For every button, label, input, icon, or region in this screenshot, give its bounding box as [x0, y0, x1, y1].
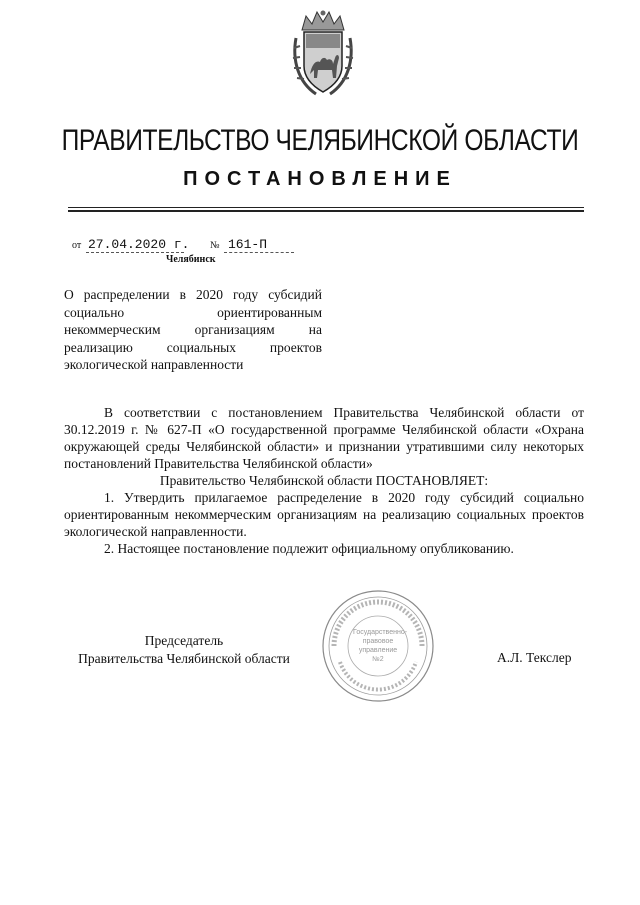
- number-label: №: [210, 240, 220, 251]
- stamp-inner-text: Государственно-правовое управление №2: [353, 629, 408, 663]
- chelyabinsk-coat-of-arms-icon: [290, 8, 356, 100]
- item-1-paragraph: 1. Утвердить прилагаемое распределение в 2020 году субсидий социально ориентированным некоммерческим организациям на реализацию социальных проектов экологической направленности.: [64, 490, 584, 539]
- government-title: ПРАВИТЕЛЬСТВО ЧЕЛЯБИНСКОЙ ОБЛАСТИ: [61, 124, 579, 157]
- from-label: от: [72, 240, 82, 251]
- document-number: 161-П: [228, 237, 268, 252]
- resolves-line: Правительство Челябинской области ПОСТАНОВЛЯЕТ:: [159, 473, 489, 488]
- document-subject: О распределении в 2020 году субсидий социально ориентированным некоммерческим организациям на реализацию социальных проектов экологической направленности: [64, 287, 322, 372]
- official-round-seal-icon: [320, 588, 436, 704]
- number-underline: [224, 252, 294, 253]
- position-line-2: Правительства Челябинской области: [78, 651, 290, 666]
- city-name: Челябинск: [166, 254, 216, 265]
- document-type: ПОСТАНОВЛЕНИЕ: [183, 168, 457, 190]
- header-rule-thin: [68, 207, 584, 208]
- preamble-paragraph: В соответствии с постановлением Правительства Челябинской области от 30.12.2019 г. № 627-П «О государственной программе Челябинской области «Охрана окружающей среды Челябинской области» и признании утратившими силу некоторых постановлений Правительства Челябинской области»: [64, 405, 584, 471]
- document-date: 27.04.2020 г.: [88, 237, 190, 252]
- signatory-name: А.Л. Текслер: [497, 650, 572, 665]
- date-underline: [86, 252, 184, 253]
- position-line-1: Председатель: [144, 633, 224, 648]
- signatory-position: [64, 632, 304, 668]
- item-2-paragraph: 2. Настоящее постановление подлежит официальному опубликованию.: [104, 541, 514, 556]
- date-number-line: [72, 234, 302, 256]
- header-rule-thick: [68, 210, 584, 212]
- document-body: [64, 404, 584, 557]
